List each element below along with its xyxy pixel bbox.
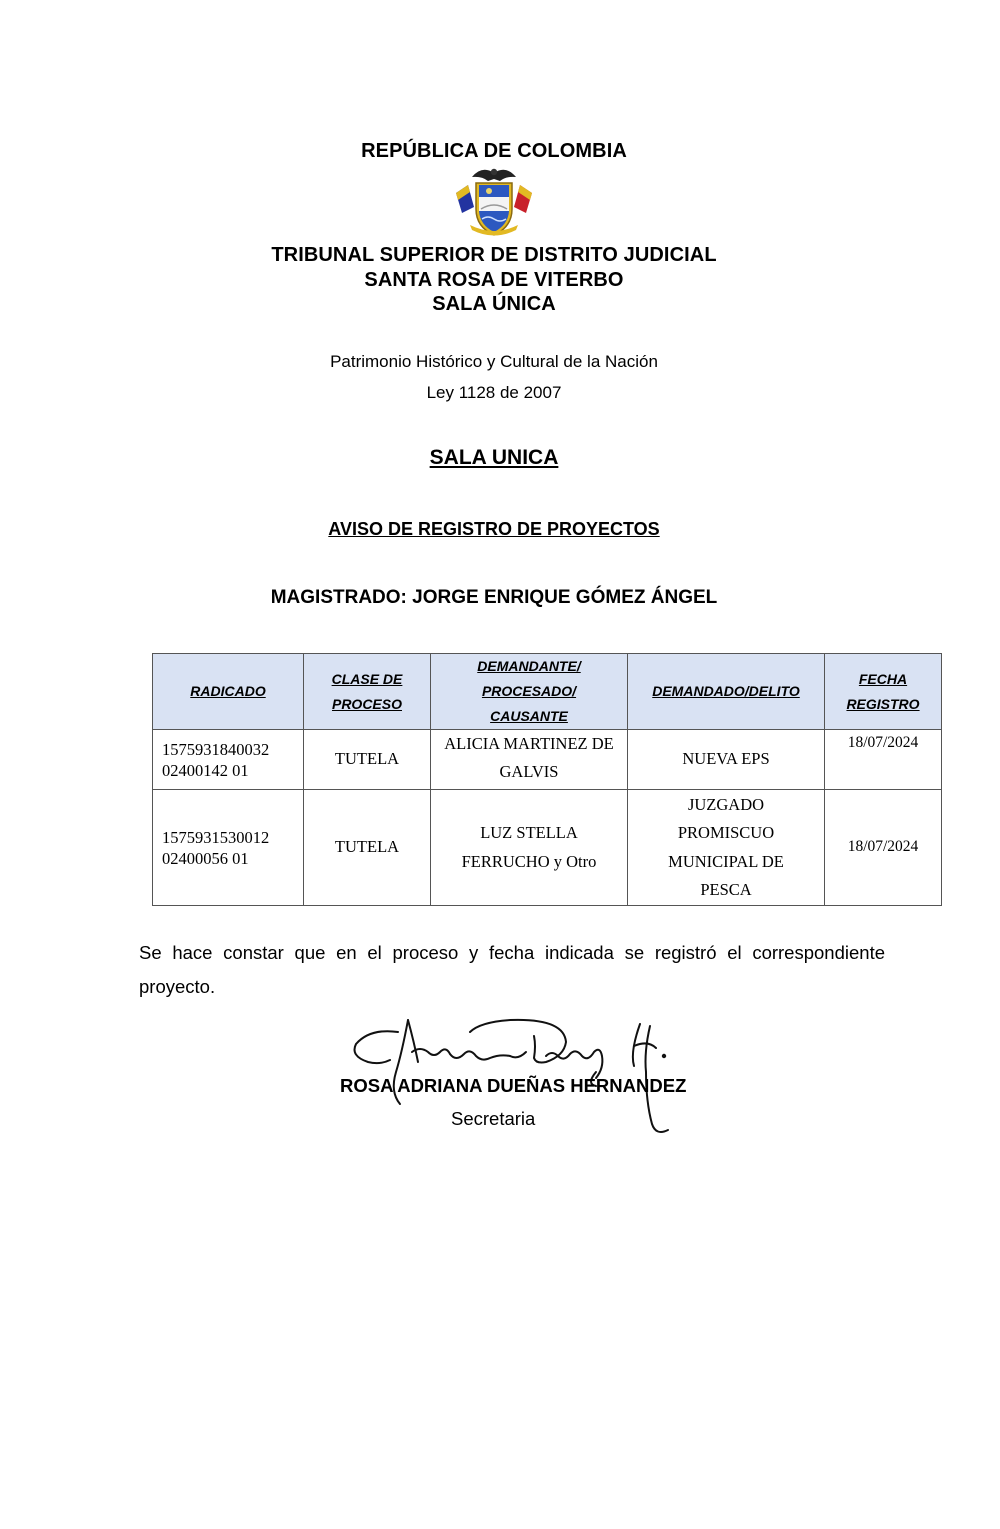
tribunal-line-3: SALA ÚNICA xyxy=(432,293,556,315)
table-row xyxy=(153,790,942,906)
cell-radicado: 1575931530012 02400056 01 xyxy=(153,790,304,906)
col-header-demandante: DEMANDANTE/ PROCESADO/ CAUSANTE xyxy=(431,654,628,730)
tribunal-line-2: SANTA ROSA DE VITERBO xyxy=(364,268,624,291)
magistrado-heading: MAGISTRADO: JORGE ENRIQUE GÓMEZ ÁNGEL xyxy=(270,587,718,608)
cell-demandante: ALICIA MARTINEZ DE GALVIS xyxy=(431,730,628,790)
signer-name: ROSA ADRIANA DUEÑAS HERNANDEZ xyxy=(340,1075,687,1096)
cell-radicado: 1575931840032 02400142 01 xyxy=(153,730,304,790)
table-header-row xyxy=(153,654,942,730)
cell-demandado: JUZGADO PROMISCUO MUNICIPAL DE PESCA xyxy=(628,790,825,906)
cell-fecha: 18/07/2024 xyxy=(825,790,942,906)
col-header-demandado: DEMANDADO/DELITO xyxy=(628,654,825,730)
patrimonio-line-2: Ley 1128 de 2007 xyxy=(426,383,562,402)
cell-clase: TUTELA xyxy=(304,790,431,906)
patrimonio-text xyxy=(0,346,988,408)
colombia-coat-of-arms-icon xyxy=(452,163,536,239)
cell-demandante: LUZ STELLA FERRUCHO y Otro xyxy=(431,790,628,906)
col-header-clase: CLASE DE PROCESO xyxy=(304,654,431,730)
signer-role: Secretaria xyxy=(451,1108,536,1129)
tribunal-heading xyxy=(0,243,988,317)
col-header-radicado: RADICADO xyxy=(153,654,304,730)
tribunal-line-1: TRIBUNAL SUPERIOR DE DISTRITO JUDICIAL xyxy=(271,244,717,266)
cell-clase: TUTELA xyxy=(304,730,431,790)
table-row xyxy=(153,730,942,790)
col-header-fecha: FECHA REGISTRO xyxy=(825,654,942,730)
cell-fecha: 18/07/2024 xyxy=(825,730,942,790)
patrimonio-line-1: Patrimonio Histórico y Cultural de la Nación xyxy=(330,352,658,371)
aviso-title: AVISO DE REGISTRO DE PROYECTOS xyxy=(328,519,660,539)
registro-table xyxy=(152,653,942,906)
constancia-paragraph: Se hace constar que en el proceso y fecha indicada se registró el correspondiente proyecto. xyxy=(139,942,885,997)
republica-heading: REPÚBLICA DE COLOMBIA xyxy=(361,140,627,162)
sala-title: SALA UNICA xyxy=(429,446,559,469)
cell-demandado: NUEVA EPS xyxy=(628,730,825,790)
